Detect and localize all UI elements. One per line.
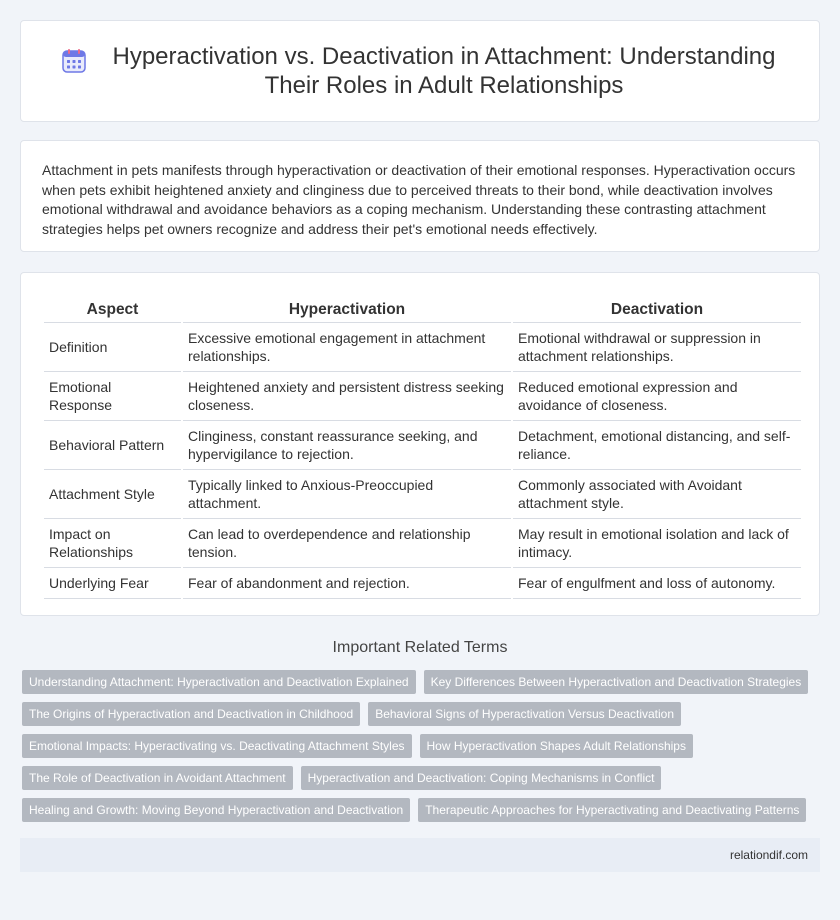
related-term-tag[interactable]: Key Differences Between Hyperactivation and Deactivation Strategies: [424, 670, 809, 694]
column-header-deactivation: Deactivation: [513, 294, 801, 323]
table-row: [44, 519, 801, 568]
table-cell-hyperactivation: Fear of abandonment and rejection.: [183, 568, 511, 599]
table-cell-aspect: Behavioral Pattern: [44, 421, 181, 470]
related-term-tag[interactable]: The Origins of Hyperactivation and Deactivation in Childhood: [22, 702, 360, 726]
column-header-hyperactivation: Hyperactivation: [183, 294, 511, 323]
table-header-row: [44, 294, 801, 323]
table-cell-deactivation: Detachment, emotional distancing, and self-reliance.: [513, 421, 801, 470]
table-row: [44, 323, 801, 372]
table-cell-hyperactivation: Excessive emotional engagement in attachment relationships.: [183, 323, 511, 372]
header-card: [20, 20, 820, 122]
related-term-tag[interactable]: Emotional Impacts: Hyperactivating vs. Deactivating Attachment Styles: [22, 734, 412, 758]
related-term-tag[interactable]: Hyperactivation and Deactivation: Coping Mechanisms in Conflict: [301, 766, 662, 790]
table-cell-deactivation: Emotional withdrawal or suppression in attachment relationships.: [513, 323, 801, 372]
intro-card: [20, 140, 820, 252]
footer: [20, 838, 820, 872]
table-cell-hyperactivation: Typically linked to Anxious-Preoccupied attachment.: [183, 470, 511, 519]
table-cell-aspect: Impact on Relationships: [44, 519, 181, 568]
table-cell-aspect: Emotional Response: [44, 372, 181, 421]
table-cell-hyperactivation: Can lead to overdependence and relationship tension.: [183, 519, 511, 568]
related-term-tag[interactable]: Understanding Attachment: Hyperactivation and Deactivation Explained: [22, 670, 416, 694]
page-title: Hyperactivation vs. Deactivation in Attachment: Understanding Their Roles in Adult Relationships: [112, 43, 776, 99]
table-cell-deactivation: May result in emotional isolation and lack of intimacy.: [513, 519, 801, 568]
intro-paragraph: Attachment in pets manifests through hyperactivation or deactivation of their emotional responses. Hyperactivation occurs when pets exhibit heightened anxiety and clinginess due to perceived threats to their bond, while deactivation involves emotional withdrawal and avoidance behaviors as a coping mechanism. Understanding these contrasting attachment strategies helps pet owners recognize and address their pet's emotional needs effectively.: [42, 162, 796, 237]
comparison-table: [42, 294, 803, 599]
table-row: [44, 372, 801, 421]
header-inner: [61, 42, 779, 100]
table-cell-deactivation: Reduced emotional expression and avoidance of closeness.: [513, 372, 801, 421]
table-cell-deactivation: Commonly associated with Avoidant attachment style.: [513, 470, 801, 519]
table-row: [44, 568, 801, 599]
table-row: [44, 421, 801, 470]
table-cell-aspect: Definition: [44, 323, 181, 372]
comparison-table-card: [20, 272, 820, 616]
related-term-tag[interactable]: How Hyperactivation Shapes Adult Relationships: [420, 734, 693, 758]
related-term-tag[interactable]: Behavioral Signs of Hyperactivation Versus Deactivation: [368, 702, 681, 726]
table-cell-hyperactivation: Heightened anxiety and persistent distress seeking closeness.: [183, 372, 511, 421]
calendar-grid-icon: [61, 48, 87, 74]
related-term-tag[interactable]: Therapeutic Approaches for Hyperactivating and Deactivating Patterns: [418, 798, 806, 822]
table-cell-aspect: Underlying Fear: [44, 568, 181, 599]
table-cell-hyperactivation: Clinginess, constant reassurance seeking, and hypervigilance to rejection.: [183, 421, 511, 470]
table-cell-deactivation: Fear of engulfment and loss of autonomy.: [513, 568, 801, 599]
related-term-tag[interactable]: The Role of Deactivation in Avoidant Attachment: [22, 766, 293, 790]
footer-site-link[interactable]: relationdif.com: [729, 848, 808, 862]
related-terms-tags: [22, 670, 818, 822]
related-term-tag[interactable]: Healing and Growth: Moving Beyond Hyperactivation and Deactivation: [22, 798, 410, 822]
table-cell-aspect: Attachment Style: [44, 470, 181, 519]
table-row: [44, 470, 801, 519]
related-terms-heading: Important Related Terms: [332, 639, 508, 656]
column-header-aspect: Aspect: [44, 294, 181, 323]
